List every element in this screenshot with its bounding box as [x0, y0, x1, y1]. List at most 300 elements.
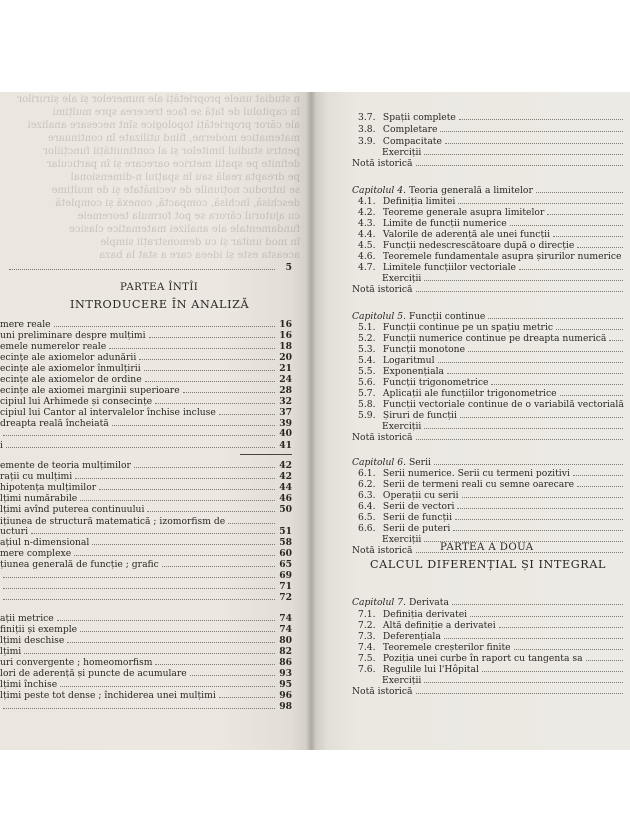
- toc-section: [358, 366, 626, 377]
- toc-entry-page: 98: [279, 701, 292, 712]
- toc-entry-page: 93: [279, 668, 292, 679]
- toc-entry: [0, 592, 292, 603]
- toc-chapter: [352, 457, 626, 468]
- toc-number: 4.2.: [358, 207, 376, 218]
- toc-leader-dots: [6, 440, 275, 448]
- toc-title: Deferențiala: [382, 631, 441, 642]
- toc-entry-title: ațiul n-dimensional: [0, 537, 90, 548]
- toc-section: [358, 399, 626, 410]
- toc-entry-title: finiții și exemple: [0, 624, 78, 635]
- toc-section: [358, 112, 626, 123]
- toc-entry: [0, 679, 292, 690]
- toc-entry: [0, 657, 292, 668]
- toc-leader-dots: [219, 407, 275, 415]
- toc-entry-page: 21: [279, 363, 292, 374]
- toc-leader-dots: [577, 479, 623, 487]
- toc-section: [358, 344, 626, 355]
- toc-leader-dots: [24, 646, 275, 654]
- toc-title: Teoreme generale asupra limitelor: [382, 207, 545, 218]
- toc-note: [352, 284, 626, 295]
- toc-title: Notă istorică: [352, 432, 413, 443]
- toc-chapter: [352, 311, 626, 322]
- toc-leader-dots: [162, 559, 275, 567]
- toc-entry-page: 24: [279, 374, 292, 385]
- toc-number: 7.2.: [358, 620, 376, 631]
- toc-entry: [0, 701, 292, 712]
- toc-title: Derivata: [408, 597, 449, 608]
- toc-entry-page: 82: [279, 646, 292, 657]
- toc-number: 5.4.: [358, 355, 376, 366]
- toc-leader-dots: [112, 418, 275, 426]
- toc-title: Aplicații ale funcțiilor trigonometrice: [382, 388, 557, 399]
- toc-leader-dots: [468, 344, 623, 352]
- toc-leader-dots: [438, 355, 623, 363]
- toc-entry-title: lțimi închise: [0, 679, 58, 690]
- toc-entry-title: emele numerelor reale: [0, 341, 107, 352]
- toc-entry: [0, 537, 292, 548]
- toc-entry-title: lțimi numărabile: [0, 493, 78, 504]
- toc-number: 5.1.: [358, 322, 376, 333]
- toc-leader-dots: [453, 523, 623, 531]
- toc-entry-page: 46: [279, 493, 292, 504]
- toc-title: Exerciții: [382, 421, 422, 432]
- toc-number: 7.3.: [358, 631, 376, 642]
- toc-leader-dots: [514, 642, 623, 650]
- toc-number: 4.6.: [358, 251, 376, 262]
- toc-title: Funcții continue: [408, 311, 486, 322]
- left-page: [0, 92, 312, 750]
- toc-number: 6.2.: [358, 479, 376, 490]
- toc-leader-dots: [155, 657, 275, 665]
- toc-entry-title: lțimi: [0, 646, 22, 657]
- toc-title: Valorile de aderență ale unei funcții: [382, 229, 551, 240]
- toc-entry-title: ații metrice: [0, 613, 54, 624]
- toc-entry-page: 32: [279, 396, 292, 407]
- toc-title: Exerciții: [382, 534, 422, 545]
- toc-leader-dots: [31, 526, 275, 534]
- toc-section: [358, 468, 626, 479]
- toc-entry-title: uni preliminare despre mulțimi: [0, 330, 146, 341]
- toc-entry: [0, 352, 292, 363]
- toc-title: Limite de funcții numerice: [382, 218, 507, 229]
- toc-title: Funcții vectoriale continue de o variabilă vectorială: [382, 399, 624, 410]
- toc-number: 7.1.: [358, 609, 376, 620]
- toc-entry: [0, 407, 292, 418]
- toc-leader-dots: [80, 493, 275, 501]
- toc-leader-dots: [482, 664, 623, 672]
- open-book: [0, 92, 630, 750]
- toc-section: [358, 620, 626, 631]
- toc-number: 5.3.: [358, 344, 376, 355]
- toc-leader-dots: [457, 501, 623, 509]
- toc-number: 3.8.: [358, 124, 376, 135]
- toc-number: 5.9.: [358, 410, 376, 421]
- toc-title: Spații complete: [382, 112, 456, 123]
- toc-title: Exerciții: [382, 675, 422, 686]
- toc-title: Teoria generală a limitelor: [408, 185, 533, 196]
- toc-number: 5.6.: [358, 377, 376, 388]
- toc-leader-dots: [3, 592, 275, 600]
- toc-section: [358, 355, 626, 366]
- toc-number: 6.5.: [358, 512, 376, 523]
- toc-title: Exerciții: [382, 147, 422, 158]
- toc-title: Teoremele creșterilor finite: [382, 642, 511, 653]
- toc-entry-title: emente de teoria mulțimilor: [0, 460, 131, 471]
- toc-entry-title: rații cu mulțimi: [0, 471, 73, 482]
- toc-title: Poziția unei curbe în raport cu tangenta sa: [382, 653, 583, 664]
- toc-leader-dots: [445, 136, 623, 144]
- toc-note: [352, 158, 626, 169]
- toc-leader-dots: [92, 537, 275, 545]
- toc-number: 5.7.: [358, 388, 376, 399]
- toc-number: 6.6.: [358, 523, 376, 534]
- book-gutter: [306, 92, 316, 750]
- toc-title: Regulile lui l'Hôpital: [382, 664, 479, 675]
- toc-leader-dots: [416, 545, 624, 553]
- toc-entry-page: 72: [279, 592, 292, 603]
- toc-title: Serii de funcții: [382, 512, 453, 523]
- toc-leader-dots: [139, 352, 275, 360]
- part-two-subtitle: CALCUL DIFERENȚIAL ȘI INTEGRAL: [370, 558, 607, 571]
- toc-leader-dots: [3, 428, 275, 436]
- toc-leader-dots: [519, 262, 623, 270]
- toc-number: 7.4.: [358, 642, 376, 653]
- toc-section: [358, 631, 626, 642]
- toc-leader-dots: [424, 421, 623, 429]
- toc-leader-dots: [452, 597, 623, 605]
- toc-leader-dots: [228, 516, 275, 524]
- toc-number: 3.7.: [358, 112, 376, 123]
- toc-entry-page: 37: [279, 407, 292, 418]
- toc-entry-title: hipotența mulțimilor: [0, 482, 97, 493]
- toc-leader-dots: [577, 240, 623, 248]
- toc-leader-dots: [416, 158, 624, 166]
- toc-title: Logaritmul: [382, 355, 435, 366]
- toc-number: 6.4.: [358, 501, 376, 512]
- toc-title: Funcții numerice continue pe dreapta numerică: [382, 333, 607, 344]
- toc-entry-page: 20: [279, 352, 292, 363]
- toc-title: Altă definiție a derivatei: [382, 620, 496, 631]
- toc-entry-title: ițiunea de structură matematică ; izomorfism de: [0, 516, 226, 527]
- toc-section: [358, 664, 626, 675]
- toc-leader-dots: [462, 490, 623, 498]
- toc-leader-dots: [424, 675, 623, 683]
- toc-leader-dots: [147, 504, 275, 512]
- toc-section: [358, 388, 626, 399]
- toc-section: [358, 501, 626, 512]
- toc-title: Serii numerice. Serii cu termeni pozitivi: [382, 468, 570, 479]
- toc-leader-dots: [416, 284, 624, 292]
- part-one-title: PARTEA ÎNTÎI: [120, 282, 199, 293]
- toc-entry-title: cipiul lui Arhimede și consecințe: [0, 396, 153, 407]
- toc-number: 5.5.: [358, 366, 376, 377]
- toc-section: [358, 136, 626, 147]
- toc-entry-page: 60: [279, 548, 292, 559]
- toc-entry: [0, 526, 292, 537]
- toc-leader-dots: [444, 631, 623, 639]
- toc-section: [358, 262, 626, 273]
- toc-note: [352, 686, 626, 697]
- toc-entry-page: 95: [279, 679, 292, 690]
- toc-title: Compacitate: [382, 136, 442, 147]
- toc-entry-page: 39: [279, 418, 292, 429]
- toc-leader-dots: [560, 388, 623, 396]
- toc-entry-title: dreapta reală încheiată: [0, 418, 109, 429]
- toc-leader-dots: [134, 460, 275, 468]
- toc-leader-dots: [491, 377, 623, 385]
- toc-title: Serii de puteri: [382, 523, 451, 534]
- toc-entry-page: 51: [279, 526, 292, 537]
- toc-leader-dots: [470, 609, 623, 617]
- toc-entry: [0, 668, 292, 679]
- toc-leader-dots: [3, 701, 275, 709]
- toc-leader-dots: [416, 432, 624, 440]
- toc-entry-page: 50: [279, 504, 292, 515]
- toc-leader-dots: [547, 207, 623, 215]
- toc-number: 6.1.: [358, 468, 376, 479]
- toc-section: [358, 207, 626, 218]
- toc-title: Notă istorică: [352, 158, 413, 169]
- toc-entry-page: 80: [279, 635, 292, 646]
- toc-leader-dots: [499, 620, 623, 628]
- toc-title: Șiruri de funcții: [382, 410, 457, 421]
- toc-entry-title: ecințe ale axiomei marginii superioare: [0, 385, 180, 396]
- toc-title: Funcții continue pe un spațiu metric: [382, 322, 554, 333]
- toc-note: [352, 545, 626, 556]
- toc-leader-dots: [424, 147, 623, 155]
- toc-entry-page: 40: [279, 428, 292, 439]
- toc-entry: [0, 374, 292, 385]
- toc-leader-dots: [74, 548, 275, 556]
- toc-entry-page: 16: [279, 319, 292, 330]
- toc-number: 7.5.: [358, 653, 376, 664]
- bleed-through-text: n studiat unele proprietăți ale numerelor și ale șirurilor în capitolul de față se face trecerea spre mulțimi ale căror proprietăți topologice sînt necesare analizei matematice moderne, fiind utilizate în continuare pentru studiul limitelor și al continuității funcțiilor definite pe spații metrice oarecare și în particular pe dreapta reală sau în spațiul n-dimensional se introduc noțiunile de vecinătate și de mulțime deschisă, închisă, compactă, conexă și completă cu ajutorul cărora se pot formula teoremele fundamentale ale analizei matematice clasice în mod unitar și cu demonstrații simple aceasta este și ideea care a stat la baza: [17, 94, 300, 261]
- toc-leader-dots: [190, 668, 275, 676]
- toc-entry: [0, 319, 292, 330]
- toc-title: Completare: [382, 124, 438, 135]
- toc-section: [358, 523, 626, 534]
- toc-title: Serii de termeni reali cu semne oarecare: [382, 479, 575, 490]
- toc-number: 5.2.: [358, 333, 376, 344]
- toc-chapter: [352, 185, 626, 196]
- toc-number: 4.3.: [358, 218, 376, 229]
- toc-section: [382, 675, 626, 686]
- toc-leader-dots: [609, 333, 623, 341]
- toc-entry-page: 44: [279, 482, 292, 493]
- toc-leader-dots: [440, 124, 623, 132]
- toc-number: Capitolul 7.: [352, 597, 407, 608]
- toc-leader-dots: [67, 635, 275, 643]
- toc-leader-dots: [219, 690, 275, 698]
- toc-entry: [0, 396, 292, 407]
- toc-leader-dots: [553, 229, 623, 237]
- toc-title: Notă istorică: [352, 284, 413, 295]
- toc-entry: [0, 493, 292, 504]
- toc-section: [382, 147, 626, 158]
- toc-entry: [0, 613, 292, 624]
- toc-entry-title: lori de aderență și puncte de acumulare: [0, 668, 187, 679]
- toc-section: [382, 534, 626, 545]
- toc-title: Teoremele fundamentale asupra șirurilor numerice: [382, 251, 622, 262]
- toc-section: [382, 421, 626, 432]
- toc-title: Notă istorică: [352, 686, 413, 697]
- toc-title: Funcții monotone: [382, 344, 466, 355]
- toc-number: 4.7.: [358, 262, 376, 273]
- toc-entry: [0, 570, 292, 581]
- toc-entry-page: 42: [279, 460, 292, 471]
- toc-section: [358, 653, 626, 664]
- toc-leader-dots: [183, 385, 275, 393]
- toc-entry-page: 42: [279, 471, 292, 482]
- toc-entry-title: lțimi avînd puterea continuului: [0, 504, 145, 515]
- toc-entry-title: uri convergente ; homeomorfism: [0, 657, 153, 668]
- toc-section: [382, 273, 626, 284]
- toc-entry: [0, 624, 292, 635]
- toc-entry: [0, 559, 292, 570]
- toc-leader-dots: [3, 570, 275, 578]
- toc-entry: [0, 363, 292, 374]
- toc-leader-dots: [75, 471, 275, 479]
- toc-leader-dots: [573, 468, 623, 476]
- toc-number: 7.6.: [358, 664, 376, 675]
- toc-section: [358, 490, 626, 501]
- toc-leader-dots: [99, 482, 275, 490]
- toc-entry: [0, 482, 292, 493]
- toc-leader-dots: [447, 366, 623, 374]
- toc-title: Notă istorică: [352, 545, 413, 556]
- toc-title: Exponențiala: [382, 366, 445, 377]
- toc-section: [358, 322, 626, 333]
- toc-entry: [0, 341, 292, 352]
- toc-chapter: [352, 597, 626, 608]
- toc-leader-dots: [556, 322, 623, 330]
- toc-entry: [0, 548, 292, 559]
- toc-leader-dots: [488, 311, 623, 319]
- toc-leader-dots: [424, 534, 623, 542]
- toc-entry-page: 65: [279, 559, 292, 570]
- toc-leader-dots: [458, 196, 623, 204]
- toc-entry-title: mere reale: [0, 319, 51, 330]
- toc-section: [358, 410, 626, 421]
- toc-leader-dots: [536, 185, 623, 193]
- toc-entry-page: 96: [279, 690, 292, 701]
- toc-entry-page: 69: [279, 570, 292, 581]
- toc-leader-dots: [455, 512, 623, 520]
- toc-leader-dots: [155, 396, 275, 404]
- toc-leader-dots: [434, 457, 623, 465]
- toc-entry: [0, 471, 292, 482]
- toc-entry-page: 41: [279, 440, 292, 451]
- toc-leader-dots: [80, 624, 275, 632]
- toc-leader-dots: [3, 581, 275, 589]
- toc-section: [358, 377, 626, 388]
- part-two-title: PARTEA A DOUA: [440, 542, 534, 553]
- toc-entry-page: 86: [279, 657, 292, 668]
- toc-entry: [0, 504, 292, 515]
- toc-section: [358, 642, 626, 653]
- toc-number: 6.3.: [358, 490, 376, 501]
- toc-section: [358, 479, 626, 490]
- toc-section: [358, 512, 626, 523]
- toc-entry-title: ecințe ale axiomelor adunării: [0, 352, 137, 363]
- toc-number: Capitolul 5.: [352, 311, 407, 322]
- toc-entry: [0, 428, 292, 439]
- toc-section: [358, 609, 626, 620]
- toc-number: 4.4.: [358, 229, 376, 240]
- toc-entry-title: țiunea generală de funcție ; grafic: [0, 559, 159, 570]
- toc-entry-title: i: [0, 440, 3, 451]
- toc-leader-dots: [586, 653, 623, 661]
- toc-title: Serii de vectori: [382, 501, 455, 512]
- toc-entry-page: 71: [279, 581, 292, 592]
- toc-section: [358, 196, 626, 207]
- toc-entry-page: 18: [279, 341, 292, 352]
- toc-entry-title: lțimi deschise: [0, 635, 65, 646]
- toc-number: 3.9.: [358, 136, 376, 147]
- toc-entry: [0, 635, 292, 646]
- toc-leader-dots: [424, 273, 623, 281]
- toc-number: 5.8.: [358, 399, 376, 410]
- toc-title: Funcții trigonometrice: [382, 377, 489, 388]
- toc-entry: [0, 330, 292, 341]
- toc-number: 4.5.: [358, 240, 376, 251]
- toc-entry-page: 74: [279, 613, 292, 624]
- toc-leader-dots: [459, 112, 623, 120]
- toc-leader-dots: [60, 679, 275, 687]
- toc-entry-title: mere complexe: [0, 548, 72, 559]
- toc-entry-title: ecințe ale axiomelor de ordine: [0, 374, 142, 385]
- toc-section: [358, 124, 626, 135]
- toc-entry: [0, 385, 292, 396]
- toc-entry: [0, 646, 292, 657]
- toc-entry: [0, 690, 292, 701]
- toc-leader-dots: [149, 330, 275, 338]
- divider: [240, 454, 292, 455]
- toc-title: Definiția derivatei: [382, 609, 468, 620]
- toc-entry-title: cipiul lui Cantor al intervalelor închise incluse: [0, 407, 216, 418]
- toc-entry-page: 28: [279, 385, 292, 396]
- toc-title: Operații cu serii: [382, 490, 459, 501]
- toc-section: [358, 218, 626, 229]
- part-one-subtitle: INTRODUCERE ÎN ANALIZĂ: [70, 298, 250, 311]
- toc-entry-title: lțimi peste tot dense ; închiderea unei mulțimi: [0, 690, 216, 701]
- toc-leader-dots: [109, 341, 275, 349]
- toc-leader-dots: [57, 613, 275, 621]
- toc-top-row: 5: [6, 262, 292, 273]
- toc-entry-page: 58: [279, 537, 292, 548]
- toc-leader-dots: [145, 374, 275, 382]
- toc-title: Exerciții: [382, 273, 422, 284]
- toc-section: [358, 229, 626, 240]
- right-page: [312, 92, 630, 750]
- toc-number: Capitolul 6.: [352, 457, 407, 468]
- toc-section: [358, 240, 626, 251]
- toc-number: 4.1.: [358, 196, 376, 207]
- toc-entry: [0, 581, 292, 592]
- toc-entry: [0, 460, 292, 471]
- toc-leader-dots: [460, 410, 623, 418]
- toc-entry-page: 16: [279, 330, 292, 341]
- toc-leader-dots: [54, 319, 275, 327]
- toc-title: Serii: [408, 457, 431, 468]
- toc-entry-page: 74: [279, 624, 292, 635]
- toc-leader-dots: [144, 363, 275, 371]
- toc-section: [358, 251, 626, 262]
- toc-leader-dots: [510, 218, 623, 226]
- toc-entry: [0, 440, 292, 451]
- toc-title: Limitele funcțiilor vectoriale: [382, 262, 516, 273]
- toc-note: [352, 432, 626, 443]
